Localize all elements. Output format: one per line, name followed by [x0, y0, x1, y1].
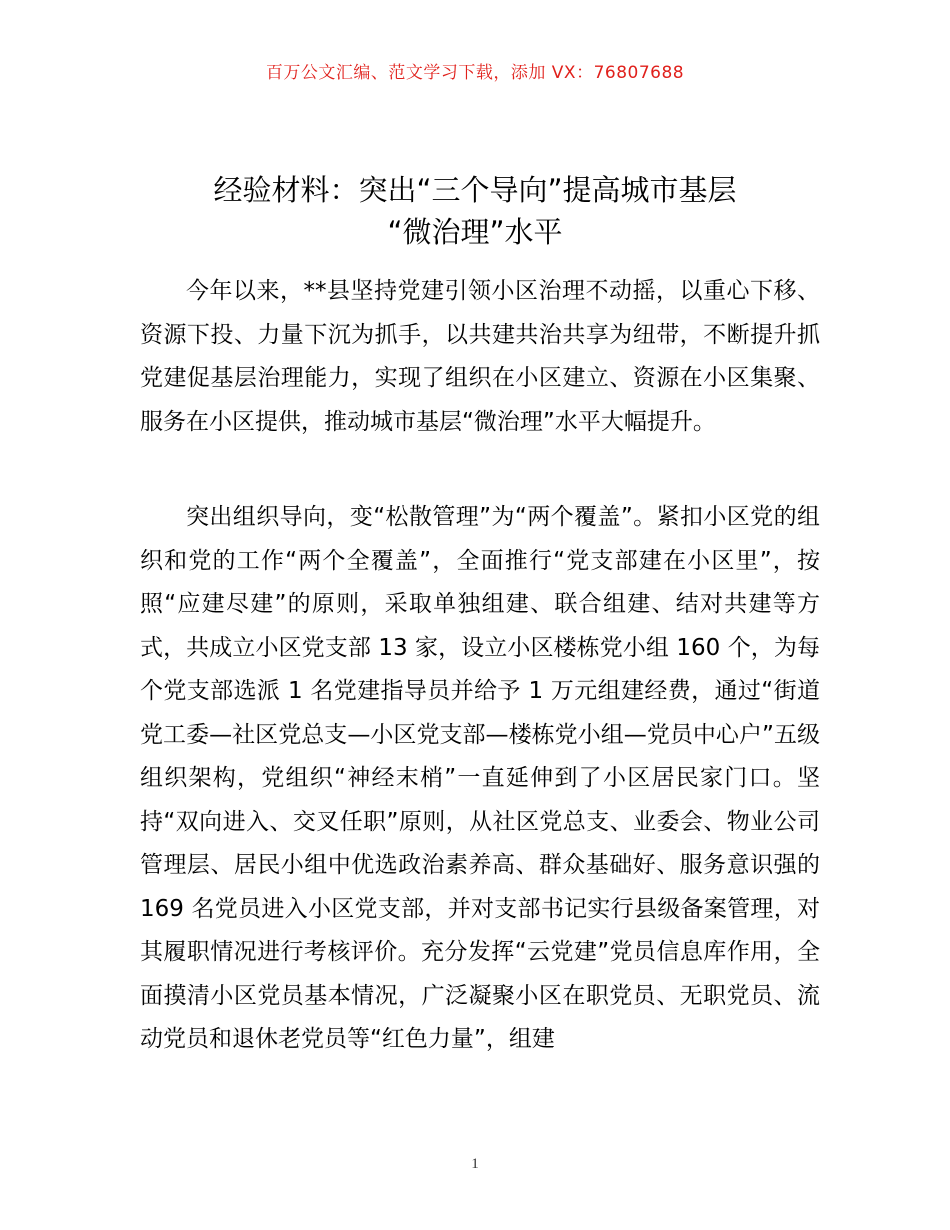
body-paragraph-1 — [140, 270, 820, 444]
document-title-line-2: “微治理”水平 — [387, 215, 563, 249]
paragraph-text: 今年以来，**县坚持党建引领小区治理不动摇，以重心下移、资源下投、力量下沉为抓手，以共建共治共享为纽带，不断提升抓党建促基层治理能力，实现了组织在小区建立、资源在小区集聚、服务在小区提供，推动城市基层“微治理”水平大幅提升。 — [140, 278, 820, 435]
document-title-line-1: 经验材料：突出“三个导向”提高城市基层 — [213, 173, 737, 207]
watermark-banner: 百万公文汇编、范文学习下载，添加 VX：76807688 — [265, 63, 685, 83]
body-paragraph-2 — [140, 496, 820, 1062]
paragraph-text: 突出组织导向，变“松散管理”为“两个覆盖”。紧扣小区党的组织和党的工作“两个全覆盖”，全面推行“党支部建在小区里”，按照“应建尽建”的原则，采取单独组建、联合组建、结对共建等方式，共成立小区党支部 13 家，设立小区楼栋党小组 160 个，为每个党支部选派 1 名党建指导员并给予 1 万元组建经费，通过“街道党工委—社区党总支—小区党支部—楼栋党小组—党员中心户”五级组织架构，党组织“神经末梢”一直延伸到了小区居民家门口。坚持“双向进入、交叉任职”原则，从社区党总支、业委会、物业公司管理层、居民小组中优选政治素养高、群众基础好、服务意识强的 169 名党员进入小区党支部，并对支部书记实行县级备案管理，对其履职情况进行考核评价。充分发挥“云党建”党员信息库作用，全面摸清小区党员基本情况，广泛凝聚小区在职党员、无职党员、流动党员和退休老党员等“红色力量”，组建 — [140, 504, 820, 1052]
page-number: 1 — [471, 1156, 479, 1172]
